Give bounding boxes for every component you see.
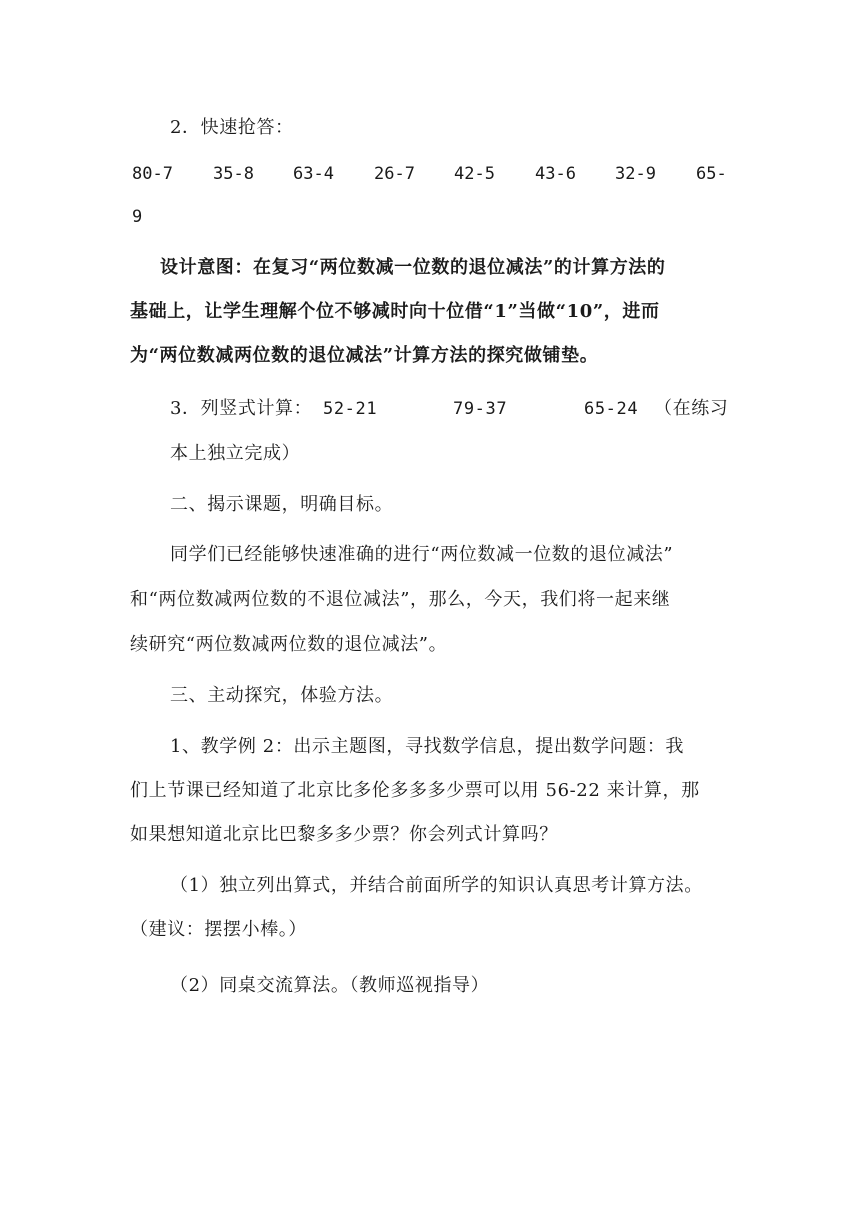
step-line: （建议：摆摆小棒。） [130,919,307,940]
paragraph-line: 续研究“两位数减两位数的退位减法”。 [130,634,448,655]
expression-item: 65- [696,164,727,184]
quick-answer-heading: 2．快速抢答： [170,117,294,138]
vertical-calc-label: 3．列竖式计算： [170,398,313,419]
paragraph-line: 们上节课已经知道了北京比多伦多多多少票可以用 56-22 来计算，那 [130,780,700,801]
vertical-calc-note-cont: 本上独立完成） [170,443,301,464]
section-title: 二、揭示课题，明确目标。 [170,494,394,515]
expression-wrap: 9 [132,207,143,227]
expression-item: 35-8 [213,164,254,184]
paragraph-line: 同学们已经能够快速准确的进行“两位数减一位数的退位减法” [170,544,674,565]
design-intent-line: 设计意图：在复习“两位数减一位数的退位减法”的计算方法的 [160,257,666,278]
expression-item: 63-4 [293,164,334,184]
paragraph-line: 和“两位数减两位数的不退位减法”，那么，今天，我们将一起来继 [130,589,671,610]
quick-answer-expressions [132,162,732,186]
expression-item: 80-7 [132,164,173,184]
vertical-calc-item: 79-37 [453,399,508,419]
paragraph-line: 如果想知道北京比巴黎多多少票？你会列式计算吗？ [130,824,558,845]
design-intent-line: 基础上，让学生理解个位不够减时向十位借“1”当做“10”，进而 [130,301,660,322]
expression-item: 26-7 [374,164,415,184]
paragraph-line: 1、教学例 2：出示主题图，寻找数学信息，提出数学问题：我 [170,736,685,757]
step-line: （2）同桌交流算法。（教师巡视指导） [170,975,490,996]
step-line: （1）独立列出算式，并结合前面所学的知识认真思考计算方法。 [170,875,703,896]
design-intent-line: 为“两位数减两位数的退位减法”计算方法的探究做铺垫。 [130,345,599,366]
expression-item: 42-5 [454,164,495,184]
vertical-calc-item: 52-21 [323,399,378,419]
vertical-calc-note: （在练习 [654,398,729,419]
expression-item: 32-9 [615,164,656,184]
expression-item: 43-6 [535,164,576,184]
vertical-calc-item: 65-24 [584,399,639,419]
section-title: 三、主动探究，体验方法。 [170,685,394,706]
